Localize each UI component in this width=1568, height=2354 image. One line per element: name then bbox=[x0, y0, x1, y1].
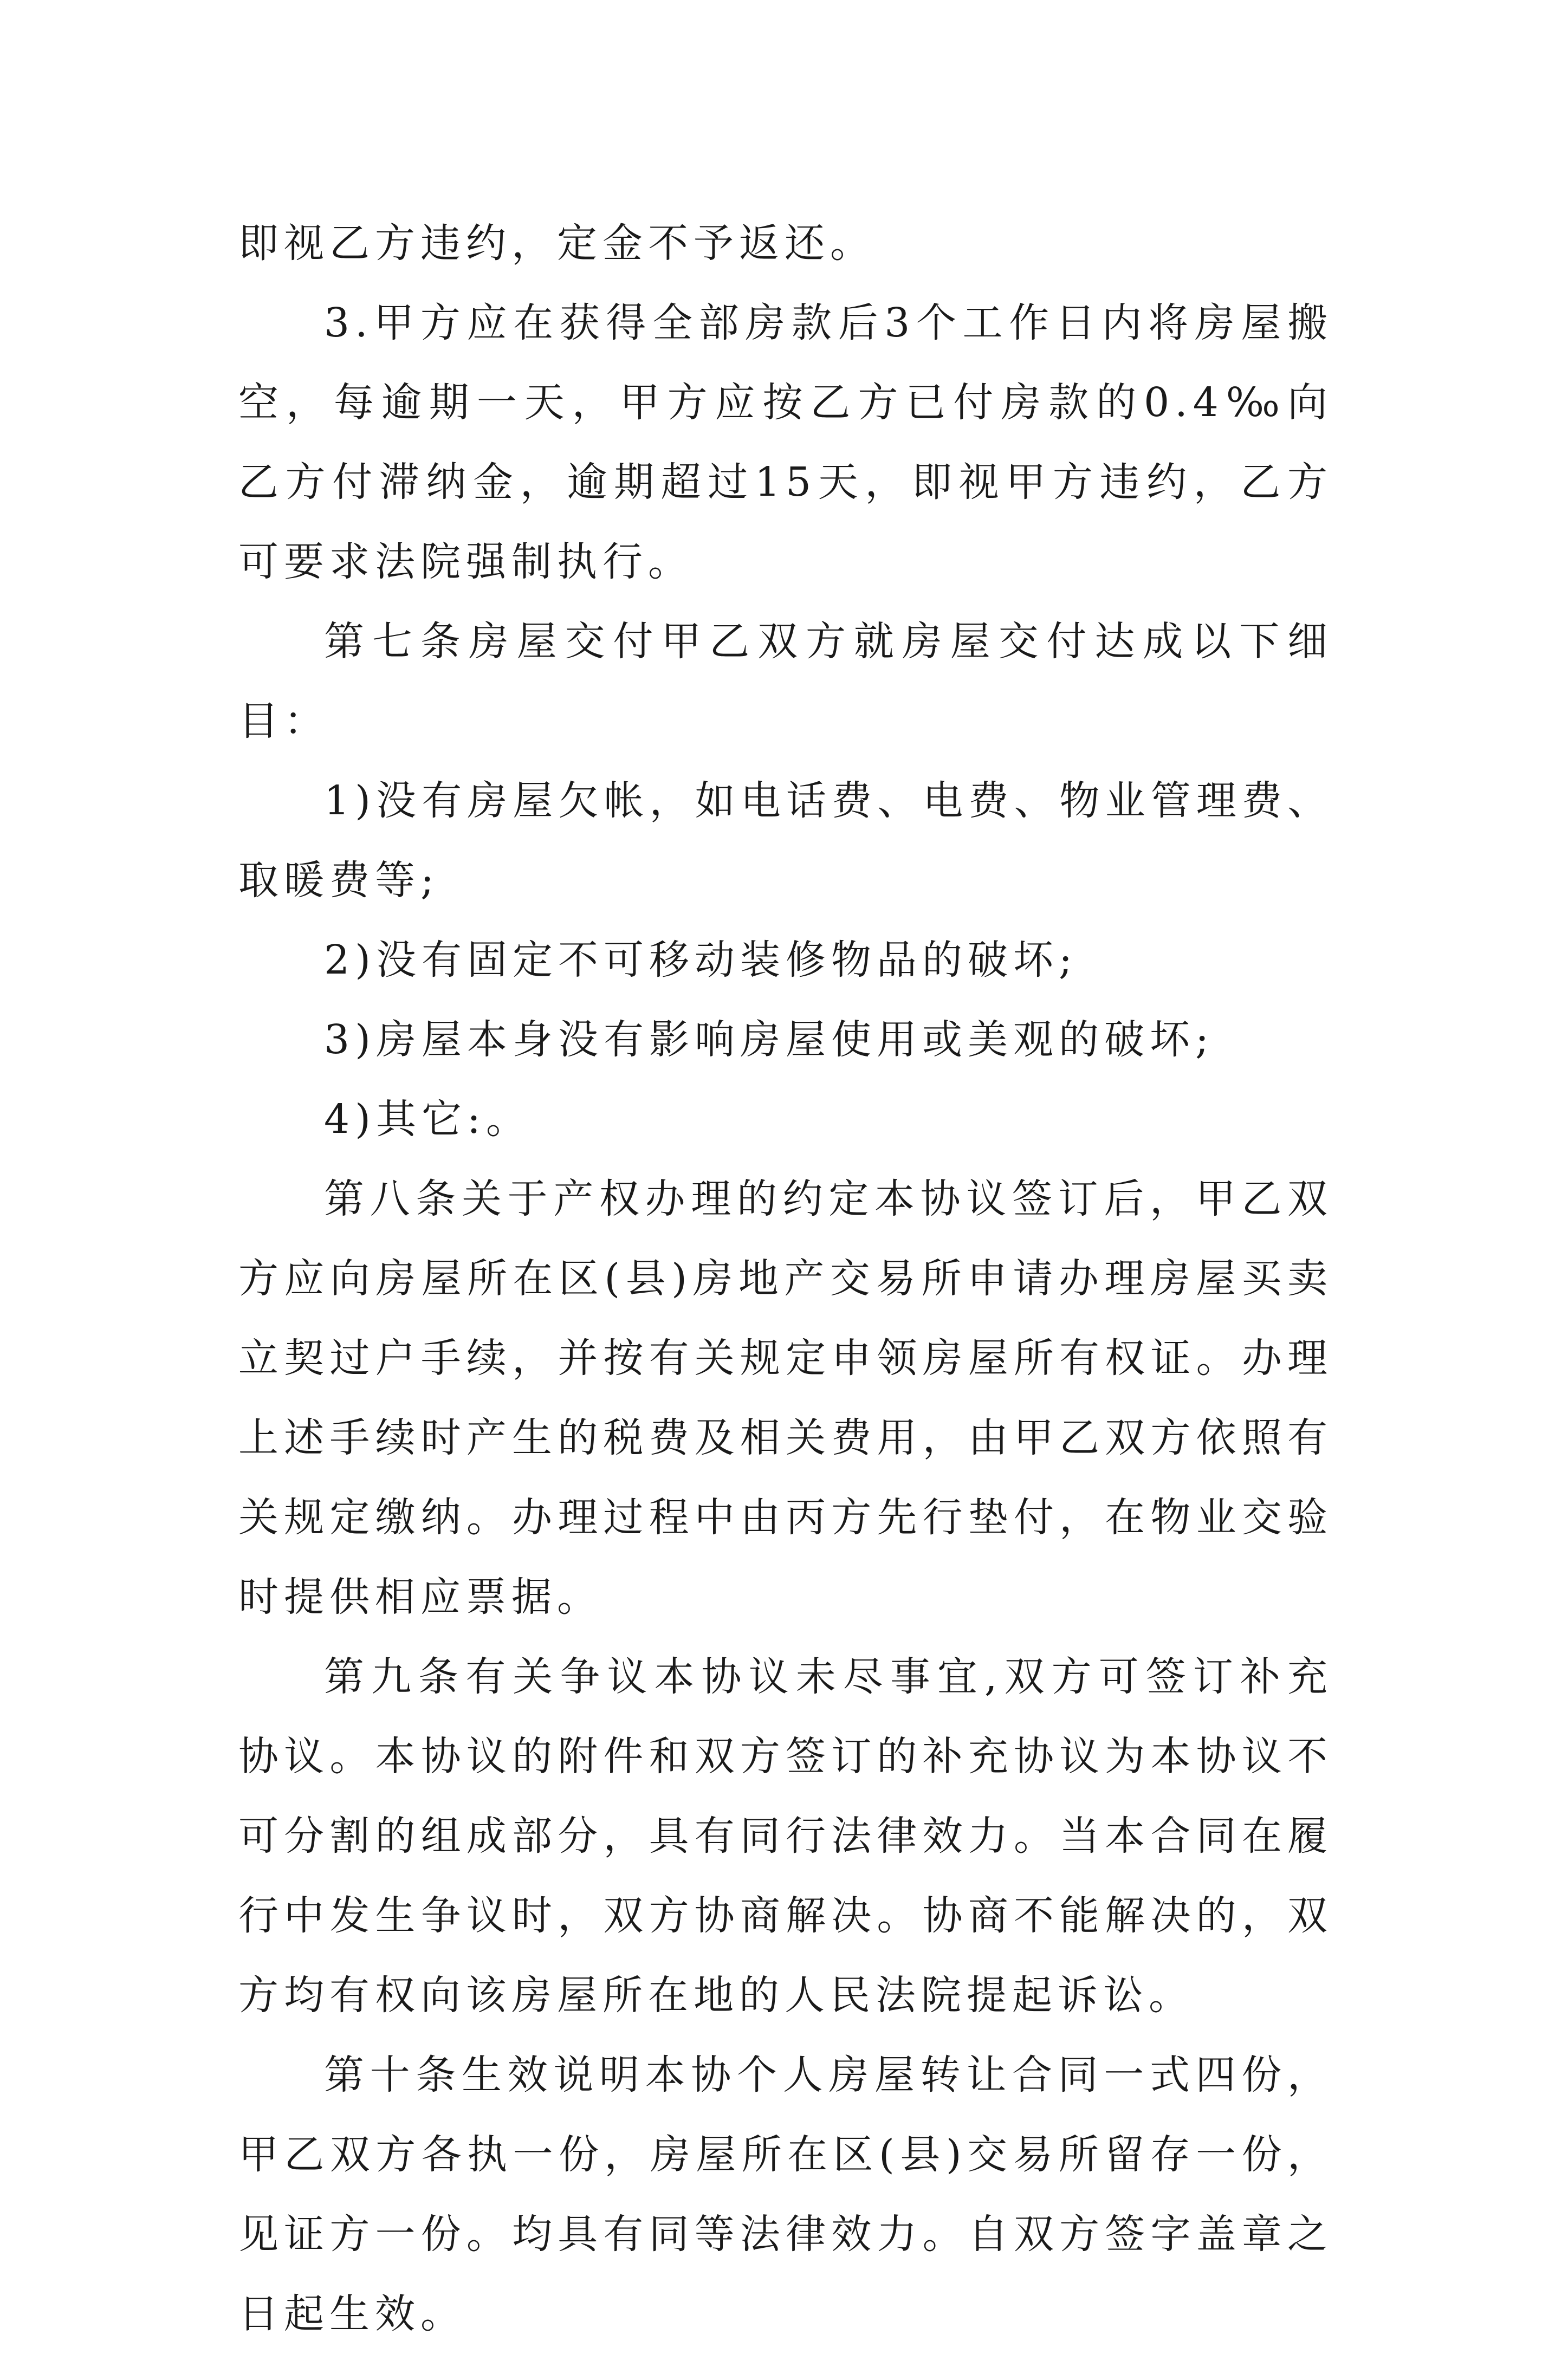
paragraph-deposit-forfeit: 即视乙方违约，定金不予返还。 bbox=[238, 220, 876, 267]
paragraph-vacate-clause: 3.甲方应在获得全部房款后3个工作日内将房屋搬空，每逾期一天，甲方应按乙方已付房款的0.4‰向乙方付滞纳金，逾期超过15天，即视甲方违约，乙方可要求法院强制执行。 bbox=[238, 300, 1333, 585]
list-item-4: 4)其它:。 bbox=[324, 1096, 532, 1143]
paragraph-article-10: 第十条生效说明本协个人房屋转让合同一式四份，甲乙双方各执一份，房屋所在区(县)交易所留存一份，见证方一份。均具有同等法律效力。自双方签字盖章之日起生效。 bbox=[238, 2052, 1333, 2337]
paragraph-article-8: 第八条关于产权办理的约定本协议签订后，甲乙双方应向房屋所在区(县)房地产交易所申请办理房屋买卖立契过户手续，并按有关规定申领房屋所有权证。办理上述手续时产生的税费及相关费用，由甲乙双方依照有关规定缴纳。办理过程中由丙方先行垫付，在物业交验时提供相应票据。 bbox=[238, 1176, 1333, 1620]
paragraph-article-7-heading: 第七条房屋交付甲乙双方就房屋交付达成以下细目： bbox=[238, 618, 1333, 744]
document-body bbox=[238, 204, 1333, 2354]
list-item-1: 1)没有房屋欠帐，如电话费、电费、物业管理费、取暖费等; bbox=[238, 777, 1333, 904]
list-item-2: 2)没有固定不可移动装修物品的破坏; bbox=[324, 937, 1078, 983]
paragraph-article-9: 第九条有关争议本协议未尽事宜,双方可签订补充协议。本协议的附件和双方签订的补充协议为本协议不可分割的组成部分，具有同行法律效力。当本合同在履行中发生争议时，双方协商解决。协商不能解决的，双方均有权向该房屋所在地的人民法院提起诉讼。 bbox=[238, 1653, 1333, 2019]
list-item-3: 3)房屋本身没有影响房屋使用或美观的破坏; bbox=[324, 1016, 1214, 1063]
